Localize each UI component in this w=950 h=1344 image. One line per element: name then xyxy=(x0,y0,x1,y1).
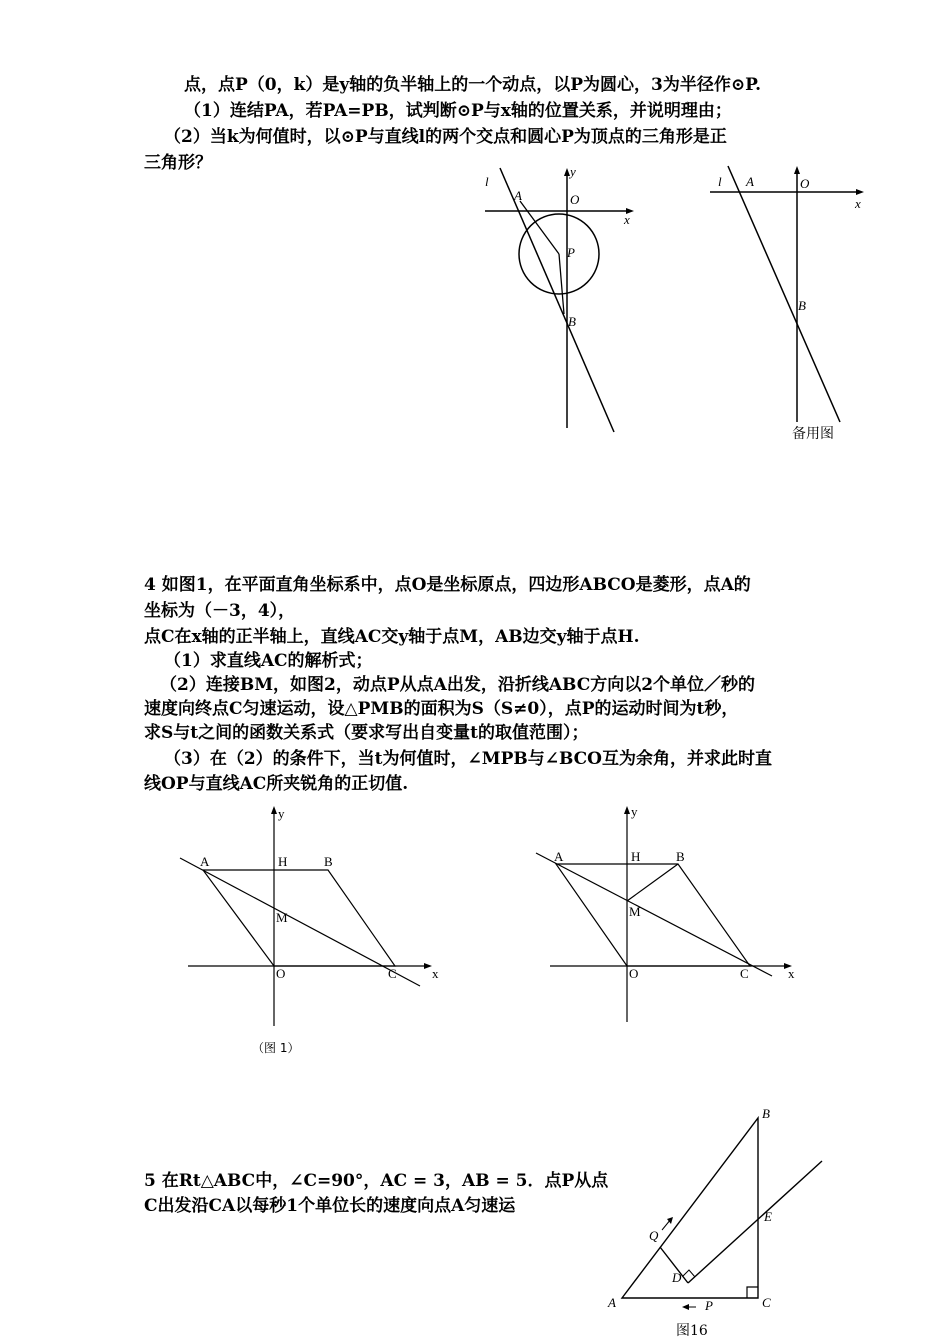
p4-f1-label-M: M xyxy=(276,910,288,925)
p3-left-label-l: l xyxy=(485,174,489,189)
p3-left-label-P: P xyxy=(567,245,575,260)
p3-line-2: （1）连结PA，若PA=PB，试判断⊙P与x轴的位置关系，并说明理由； xyxy=(184,101,732,121)
p4-f2-label-y: y xyxy=(631,804,638,819)
p5-label-P: P xyxy=(705,1298,713,1313)
p3-right-label-A: A xyxy=(746,174,754,189)
p3-right-label-x: x xyxy=(855,196,861,211)
p4-f2-label-x: x xyxy=(788,966,795,981)
p3-line-1: 点，点P（0，k）是y轴的负半轴上的一个动点，以P为圆心，3为半径作⊙P. xyxy=(184,75,762,95)
p4-fig1-caption: （图 1） xyxy=(252,1041,300,1055)
p4-f2-label-A: A xyxy=(554,849,564,864)
p4-figure-1 xyxy=(170,800,460,1070)
p5-label-E: E xyxy=(764,1209,772,1224)
p3-left-label-B: B xyxy=(568,314,576,329)
p5-caption: 图16 xyxy=(676,1323,708,1339)
p5-label-C: C xyxy=(762,1295,771,1310)
p5-figure xyxy=(600,1100,840,1344)
p5-label-D: D xyxy=(672,1270,682,1285)
p3-left-label-A: A xyxy=(514,188,522,203)
p3-left-label-O: O xyxy=(570,192,580,207)
p4-f2-label-M: M xyxy=(629,904,641,919)
p5-line-2: C出发沿CA以每秒1个单位长的速度向点A匀速运 xyxy=(144,1196,516,1216)
p4-f2-label-H: H xyxy=(631,849,641,864)
p4-f1-label-y: y xyxy=(278,806,285,821)
p4-line-4: （1）求直线AC的解析式； xyxy=(164,651,373,671)
p4-f1-label-O: O xyxy=(276,966,286,981)
p4-line-5: （2）连接BM，如图2，动点P从点A出发，沿折线ABC方向以2个单位／秒的 xyxy=(160,675,756,695)
p4-f1-label-H: H xyxy=(278,854,288,869)
p4-f2-label-B: B xyxy=(676,849,685,864)
p3-line-4: 三角形？ xyxy=(144,153,212,173)
p4-figure-2 xyxy=(530,800,810,1030)
p4-f2-label-C: C xyxy=(740,966,749,981)
p4-f2-label-O: O xyxy=(629,966,639,981)
p4-f1-label-B: B xyxy=(324,854,333,869)
p4-line-7: 求S与t之间的函数关系式（要求写出自变量t的取值范围）； xyxy=(144,723,589,743)
p3-right-label-l: l xyxy=(718,174,722,189)
p3-figure-left xyxy=(470,160,670,440)
p4-line-3: 点C在x轴的正半轴上，直线AC交y轴于点M，AB边交y轴于点H. xyxy=(144,627,640,647)
p4-line-8: （3）在（2）的条件下，当t为何值时，∠MPB与∠BCO互为余角，并求此时直 xyxy=(164,749,772,769)
p3-right-label-B: B xyxy=(798,298,806,313)
p3-left-label-x: x xyxy=(624,212,630,227)
p5-label-B: B xyxy=(762,1106,770,1121)
p4-line-9: 线OP与直线AC所夹锐角的正切值. xyxy=(144,774,409,794)
p4-f1-label-A: A xyxy=(200,854,210,869)
p5-label-A: A xyxy=(608,1295,616,1310)
p4-line-6: 速度向终点C匀速运动，设△PMB的面积为S（S≠0），点P的运动时间为t秒， xyxy=(144,699,739,719)
p4-f1-label-C: C xyxy=(388,966,397,981)
p5-line-1: 5 在Rt△ABC中，∠C=90°，AC = 3，AB = 5．点P从点 xyxy=(144,1171,609,1191)
p3-right-label-O: O xyxy=(800,176,810,191)
p4-line-2: 坐标为（－3，4）， xyxy=(144,601,296,621)
p5-label-Q: Q xyxy=(649,1228,659,1243)
p3-figure-right xyxy=(700,160,880,450)
p3-line-3: （2）当k为何值时，以⊙P与直线l的两个交点和圆心P为顶点的三角形是正 xyxy=(164,127,727,147)
p4-f1-label-x: x xyxy=(432,966,439,981)
p3-right-caption: 备用图 xyxy=(792,426,834,442)
p3-left-label-y: y xyxy=(570,164,576,179)
p4-line-1: 4 如图1，在平面直角坐标系中，点O是坐标原点，四边形ABCO是菱形，点A的 xyxy=(144,575,751,595)
